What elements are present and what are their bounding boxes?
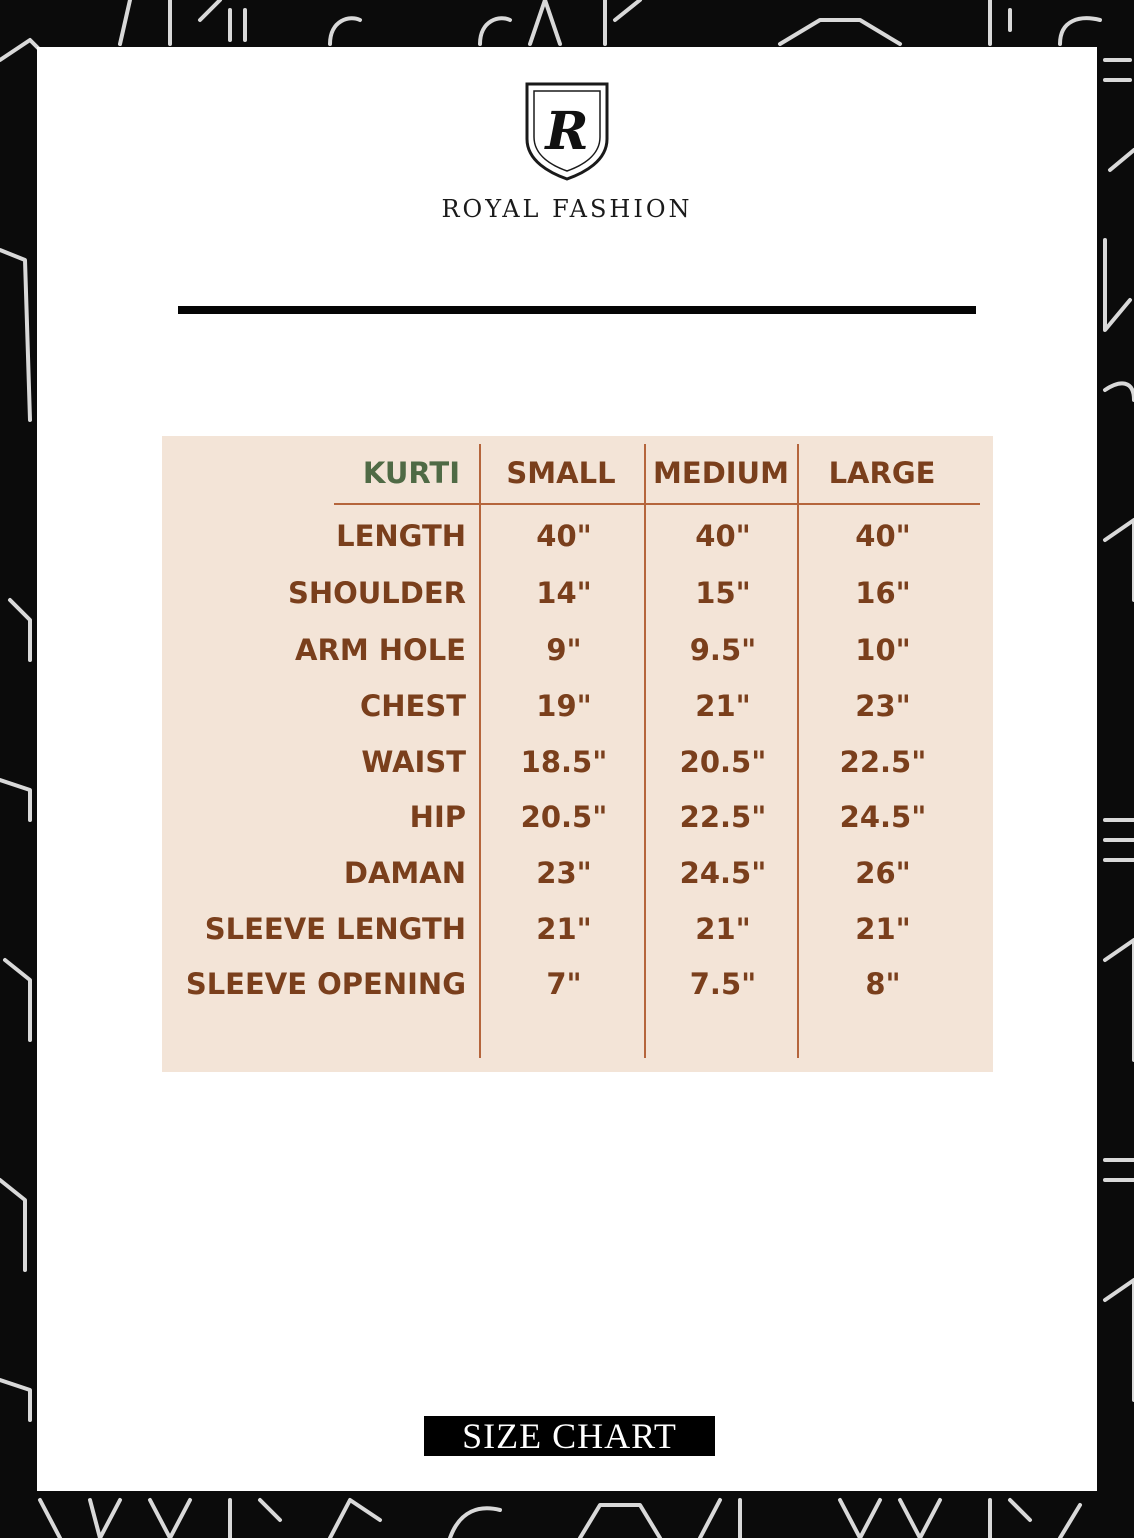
row-label: HIP — [409, 800, 466, 834]
cell-small: 7" — [546, 967, 582, 1001]
header-divider — [178, 306, 976, 314]
cell-large: 10" — [855, 633, 911, 667]
row-label: SHOULDER — [287, 576, 466, 610]
row-label: SLEEVE LENGTH — [204, 912, 466, 946]
column-header-large: LARGE — [828, 456, 936, 490]
size-chart-title: SIZE CHART — [424, 1416, 715, 1456]
cell-large: 22.5" — [839, 745, 927, 779]
cell-medium: 21" — [695, 689, 751, 723]
cell-large: 8" — [865, 967, 901, 1001]
header-underline — [334, 503, 980, 505]
cell-large: 21" — [855, 912, 911, 946]
cell-small: 21" — [536, 912, 592, 946]
cell-small: 23" — [536, 856, 592, 890]
cell-small: 19" — [536, 689, 592, 723]
cell-small: 20.5" — [520, 800, 608, 834]
cell-large: 23" — [855, 689, 911, 723]
cell-medium: 9.5" — [689, 633, 757, 667]
column-header-medium: MEDIUM — [653, 456, 789, 490]
size-chart-card — [37, 47, 1097, 1491]
row-label: SLEEVE OPENING — [185, 967, 466, 1001]
cell-large: 16" — [855, 576, 911, 610]
cell-medium: 40" — [695, 519, 751, 553]
column-divider — [644, 444, 646, 1058]
cell-small: 9" — [546, 633, 582, 667]
column-divider — [479, 444, 481, 1058]
cell-medium: 15" — [695, 576, 751, 610]
logo-monogram: R — [545, 101, 589, 162]
cell-large: 40" — [855, 519, 911, 553]
shield-logo-icon — [524, 81, 610, 181]
cell-medium: 21" — [695, 912, 751, 946]
size-table — [162, 436, 993, 1072]
cell-large: 26" — [855, 856, 911, 890]
row-label: CHEST — [359, 689, 466, 723]
row-label: LENGTH — [336, 519, 466, 553]
cell-medium: 24.5" — [679, 856, 767, 890]
row-label: DAMAN — [343, 856, 466, 890]
cell-medium: 22.5" — [679, 800, 767, 834]
brand-header — [37, 81, 1097, 223]
cell-large: 24.5" — [839, 800, 927, 834]
cell-small: 14" — [536, 576, 592, 610]
cell-medium: 7.5" — [689, 967, 757, 1001]
row-label: WAIST — [361, 745, 466, 779]
cell-small: 40" — [536, 519, 592, 553]
column-header-small: SMALL — [506, 456, 616, 490]
cell-small: 18.5" — [520, 745, 608, 779]
brand-name: ROYAL FASHION — [441, 195, 693, 223]
table-corner-label: KURTI — [362, 456, 460, 490]
cell-medium: 20.5" — [679, 745, 767, 779]
row-label: ARM HOLE — [295, 633, 466, 667]
